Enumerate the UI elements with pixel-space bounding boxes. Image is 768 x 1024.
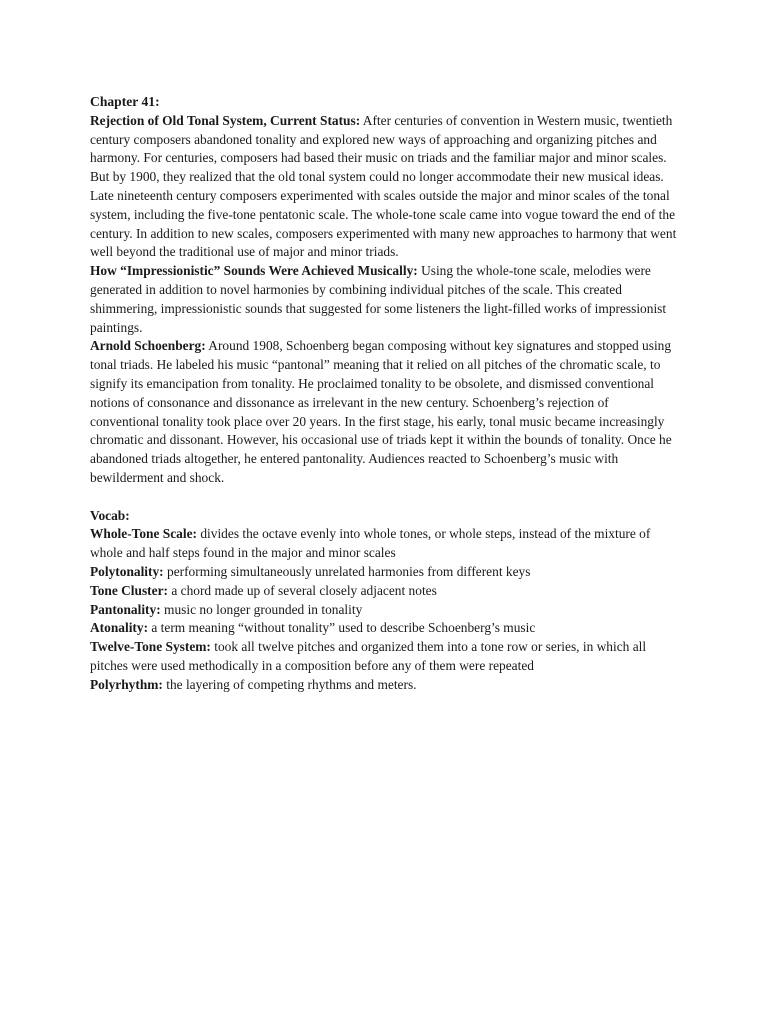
vocab-definition: a chord made up of several closely adjacent notes (168, 582, 437, 598)
section-body: After centuries of convention in Western music, twentieth century composers abandoned tonality and explored new ways of approaching and organizing pitches and harmony. For centuries, composers had based their music on triads and the familiar major and minor scales. But by 1900, they realized that the old tonal system could no longer accommodate their new musical ideas. Late nineteenth century composers experimented with scales outside the major and minor scales of the tonal system, including the five-tone pentatonic scale. The whole-tone scale came into vogue toward the end of the century. In addition to new scales, composers experimented with many new approaches to harmony that went well beyond the traditional use of major and minor triads. (90, 112, 677, 260)
vocab-term: Polytonality: (90, 563, 164, 579)
blank-line (90, 488, 680, 507)
vocab-item-twelve-tone-system (90, 638, 680, 676)
vocab-item-whole-tone-scale (90, 525, 680, 563)
vocab-title (90, 507, 680, 526)
vocab-term: Twelve-Tone System: (90, 639, 211, 655)
section-impressionistic-sounds (90, 262, 680, 337)
vocab-term: Atonality: (90, 620, 149, 636)
document-page (90, 93, 680, 695)
vocab-item-atonality (90, 619, 680, 638)
section-heading: Arnold Schoenberg: (90, 338, 206, 354)
section-rejection-of-tonal-system (90, 112, 680, 262)
section-body: Using the whole-tone scale, melodies were generated in addition to novel harmonies by combining individual pitches of the scale. This created shimmering, impressionistic sounds that suggested for some listeners the light-filled works of impressionist paintings. (90, 263, 667, 335)
chapter-title: Chapter 41: (90, 94, 160, 109)
vocab-definition: divides the octave evenly into whole tones, or whole steps, instead of the mixture of whole and half steps found in the major and minor scales (90, 526, 651, 561)
vocab-term: Polyrhythm: (90, 676, 163, 692)
vocab-item-polyrhythm (90, 676, 680, 695)
vocab-definition: a term meaning “without tonality” used to describe Schoenberg’s music (148, 620, 536, 636)
vocab-term: Pantonality: (90, 601, 161, 617)
vocab-item-pantonality (90, 601, 680, 620)
section-heading: How “Impressionistic” Sounds Were Achieved Musically: (90, 263, 418, 279)
vocab-definition: music no longer grounded in tonality (160, 601, 363, 617)
section-arnold-schoenberg (90, 337, 680, 487)
vocab-item-polytonality (90, 563, 680, 582)
vocab-term: Tone Cluster: (90, 582, 168, 598)
vocab-heading: Vocab: (90, 507, 130, 523)
vocab-term: Whole-Tone Scale: (90, 526, 197, 542)
vocab-definition: performing simultaneously unrelated harmonies from different keys (163, 563, 531, 579)
vocab-definition: the layering of competing rhythms and meters. (162, 676, 417, 692)
vocab-item-tone-cluster (90, 582, 680, 601)
vocab-definition: took all twelve pitches and organized them into a tone row or series, in which all pitches were used methodically in a composition before any of them were repeated (90, 639, 647, 673)
section-body: Around 1908, Schoenberg began composing without key signatures and stopped using tonal triads. He labeled his music “pantonal” meaning that it relied on all pitches of the chromatic scale, to signify its emancipation from tonality. He proclaimed tonality to be obsolete, and dismissed conventional notions of consonance and dissonance as irrelevant in the new century. Schoenberg’s rejection of conventional tonality took place over 20 years. In the first stage, his early, tonal music became increasingly chromatic and dissonant. However, his occasional use of triads kept it within the bounds of tonality. Once he abandoned triads altogether, he entered pantonality. Audiences reacted to Schoenberg’s music with bewilderment and shock. (90, 338, 672, 485)
section-heading: Rejection of Old Tonal System, Current Status: (90, 112, 361, 128)
